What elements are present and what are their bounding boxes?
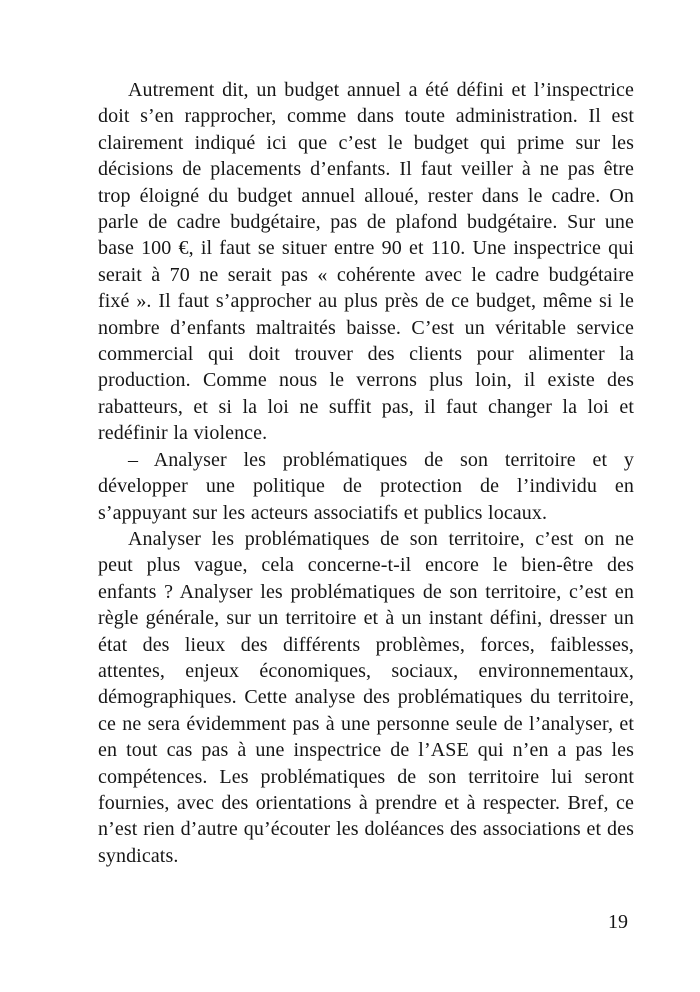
paragraph-commentary: Analyser les problématiques de son territoire, c’est on ne peut plus vague, cela concerne-t-il encore le bien-être des enfants ? Analyser les problématiques de son territoire, c’est en règle générale, sur un territoire et à un instant défini, dresser un état des lieux des différents problèmes, forces, faiblesses, attentes, enjeux économiques, sociaux, environnementaux, démographiques. Cette analyse des problématiques du territoire, ce ne sera évidemment pas à une personne seule de l’analyser, et en tout cas pas à une inspectrice de l’ASE qui n’en a pas les compétences. Les problématiques de son territoire lui seront fournies, avec des orientations à prendre et à respecter. Bref, ce n’est rien d’autre qu’écouter les doléances des associations et des syndicats. — [98, 527, 634, 867]
paragraph-list-item-analyser: – Analyser les problématiques de son territoire et y développer une politique de protection de l’individu en s’appuyant sur les acteurs associatifs et publics locaux. — [98, 448, 634, 524]
paragraph-budget: Autrement dit, un budget annuel a été défini et l’inspectrice doit s’en rapprocher, comme dans toute administration. Il est clairement indiqué ici que c’est le budget qui prime sur les décisions de placements d’enfants. Il faut veiller à ne pas être trop éloigné du budget annuel alloué, rester dans le cadre. On parle de cadre budgétaire, pas de plafond budgétaire. Sur une base 100 €, il faut se situer entre 90 et 110. Une inspectrice qui serait à 70 ne serait pas « cohérente avec le cadre budgétaire fixé ». Il faut s’approcher au plus près de ce budget, même si le nombre d’enfants maltraités baisse. C’est un véritable service commercial qui doit trouver des clients pour alimenter la production. Comme nous le verrons plus loin, il existe des rabatteurs, et si la loi ne suffit pas, il faut changer la loi et redéfinir la violence. — [98, 79, 634, 445]
body-text — [98, 77, 634, 869]
page-number: 19 — [608, 911, 628, 933]
